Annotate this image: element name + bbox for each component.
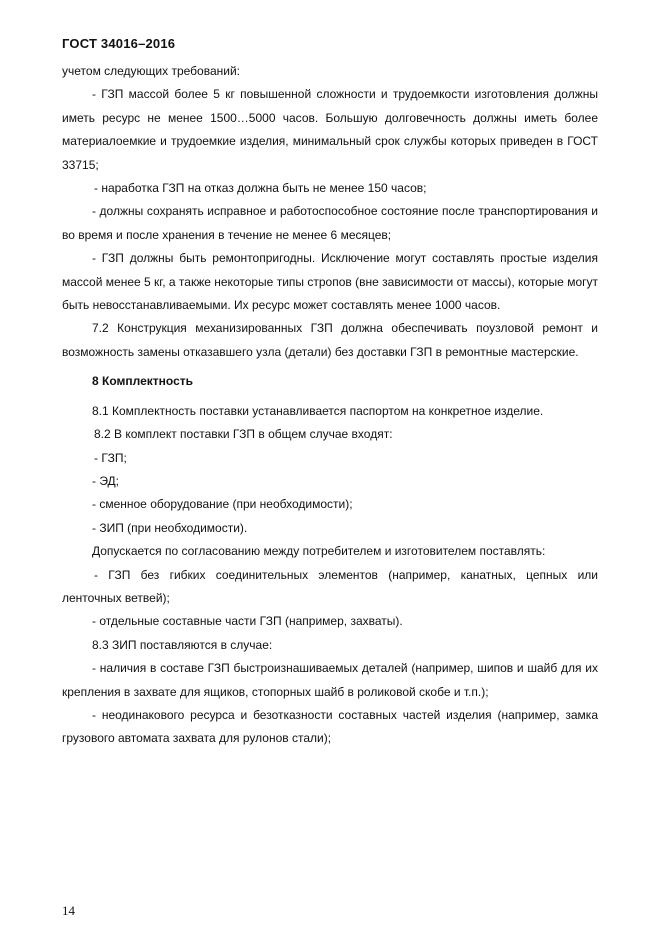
paragraph: 7.2 Конструкция механизированных ГЗП должна обеспечивать поузловой ремонт и возможность замены отказавшего узла (детали) без доставки ГЗП в ремонтные мастерские.	[62, 321, 598, 359]
list-item: - отдельные составные части ГЗП (например, захваты).	[92, 614, 403, 629]
list-item: - ЭД;	[92, 473, 120, 488]
paragraph: учетом следующих требований:	[62, 64, 241, 78]
list-item: - неодинакового ресурса и безотказности составных частей изделия (например, замка грузового автомата захвата для рулонов стали);	[62, 707, 598, 746]
page-number: 14	[62, 903, 75, 918]
list-item: - ГЗП;	[94, 450, 127, 465]
document-header: ГОСТ 34016–2016	[62, 36, 176, 51]
list-item: - ГЗП без гибких соединительных элементов (например, канатных, цепных или ленточных ветвей);	[62, 567, 598, 605]
list-item: - ГЗП массой более 5 кг повышенной сложности и трудоемкости изготовления должны иметь ресурс не менее 1500…5000 часов. Большую долговечность должны иметь более материалоемкие и трудоемкие изделия, минимальный срок службы которых приведен в ГОСТ 33715;	[62, 87, 598, 172]
list-item: - ГЗП должны быть ремонтопригодны. Исключение могут составлять простые изделия массой менее 5 кг, а также некоторые типы стропов (вне зависимости от массы), которые могут быть невосстанавливаемыми. Их ресурс может составлять менее 1000 часов.	[62, 251, 598, 313]
list-item: - наработка ГЗП на отказ должна быть не менее 150 часов;	[94, 181, 427, 196]
list-item: - наличия в составе ГЗП быстроизнашиваемых деталей (например, шипов и шайб для их крепления в захвате для ящиков, стопорных шайб в роликовой скобе и т.п.);	[62, 661, 598, 699]
list-item: - ЗИП (при необходимости).	[92, 520, 248, 535]
paragraph: 8.2 В комплект поставки ГЗП в общем случае входят:	[94, 427, 393, 442]
list-item: - сменное оборудование (при необходимости);	[92, 497, 353, 512]
paragraph: 8.1 Комплектность поставки устанавливается паспортом на конкретное изделие.	[92, 403, 544, 418]
document-body	[62, 60, 598, 751]
paragraph: Допускается по согласованию между потребителем и изготовителем поставлять:	[92, 544, 546, 559]
paragraph: 8.3 ЗИП поставляются в случае:	[92, 637, 273, 652]
section-heading: 8 Комплектность	[92, 374, 193, 389]
list-item: - должны сохранять исправное и работоспособное состояние после транспортирования и во время и после хранения в течение не менее 6 месяцев;	[62, 204, 598, 242]
